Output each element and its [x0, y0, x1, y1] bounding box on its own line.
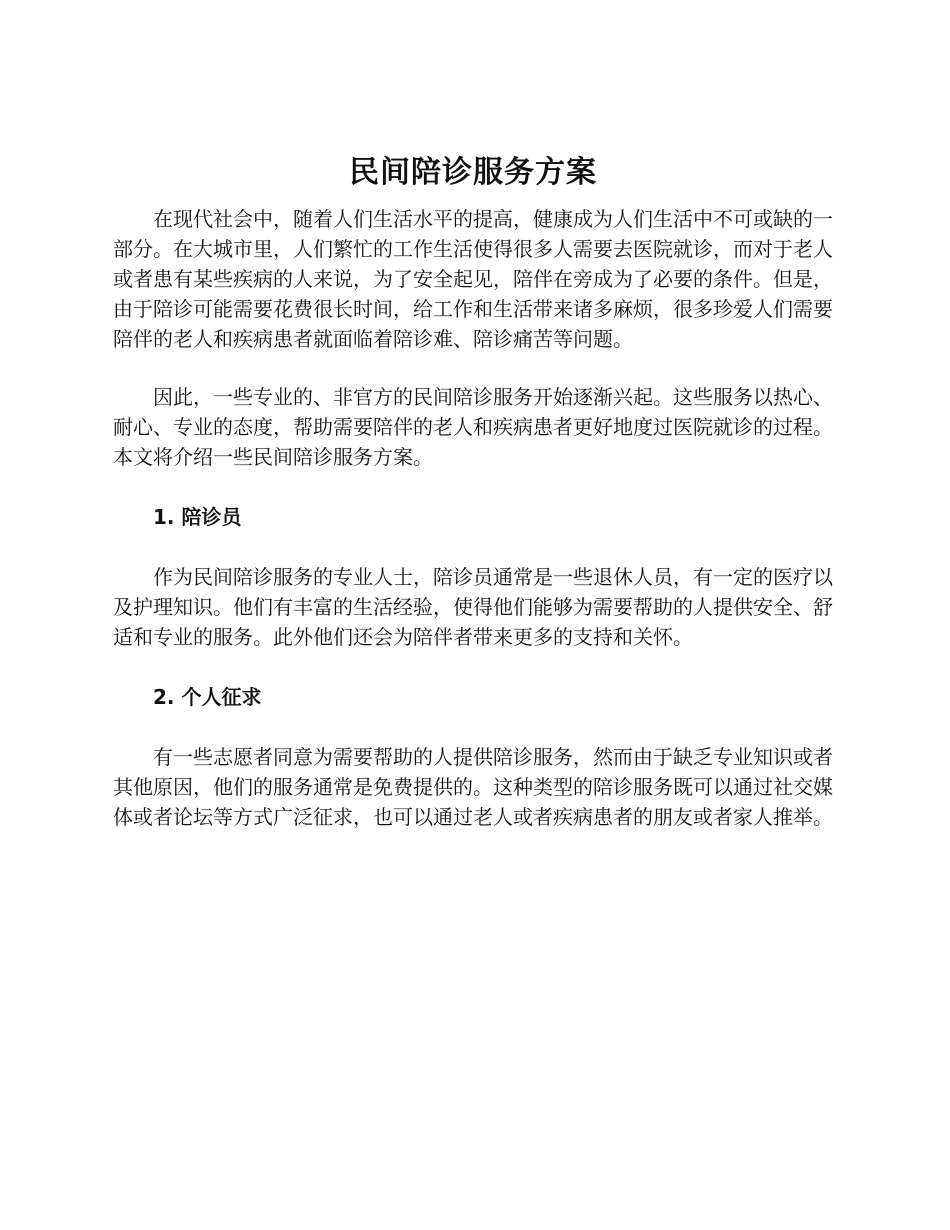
- section-body-1: 作为民间陪诊服务的专业人士，陪诊员通常是一些退休人员，有一定的医疗以及护理知识。他们有丰富的生活经验，使得他们能够为需要帮助的人提供安全、舒适和专业的服务。此外他们还会为陪伴者带来更多的支持和关怀。: [113, 565, 833, 649]
- section-heading-1: 1. 陪诊员: [153, 505, 242, 529]
- section-body-2: 有一些志愿者同意为需要帮助的人提供陪诊服务，然而由于缺乏专业知识或者其他原因，他们的服务通常是免费提供的。这种类型的陪诊服务既可以通过社交媒体或者论坛等方式广泛征求，也可以通过老人或者疾病患者的朋友或者家人推举。: [113, 745, 833, 829]
- intro-paragraph-2: 因此，一些专业的、非官方的民间陪诊服务开始逐渐兴起。这些服务以热心、耐心、专业的态度，帮助需要陪伴的老人和疾病患者更好地度过医院就诊的过程。本文将介绍一些民间陪诊服务方案。: [113, 385, 833, 469]
- section-heading-2: 2. 个人征求: [153, 685, 262, 709]
- document-body: [113, 150, 833, 832]
- intro-paragraph-1: 在现代社会中，随着人们生活水平的提高，健康成为人们生活中不可或缺的一部分。在大城市里，人们繁忙的工作生活使得很多人需要去医院就诊，而对于老人或者患有某些疾病的人来说，为了安全起见，陪伴在旁成为了必要的条件。但是，由于陪诊可能需要花费很长时间，给工作和生活带来诸多麻烦，很多珍爱人们需要陪伴的老人和疾病患者就面临着陪诊难、陪诊痛苦等问题。: [113, 207, 833, 351]
- document-title: 民间陪诊服务方案: [349, 155, 597, 190]
